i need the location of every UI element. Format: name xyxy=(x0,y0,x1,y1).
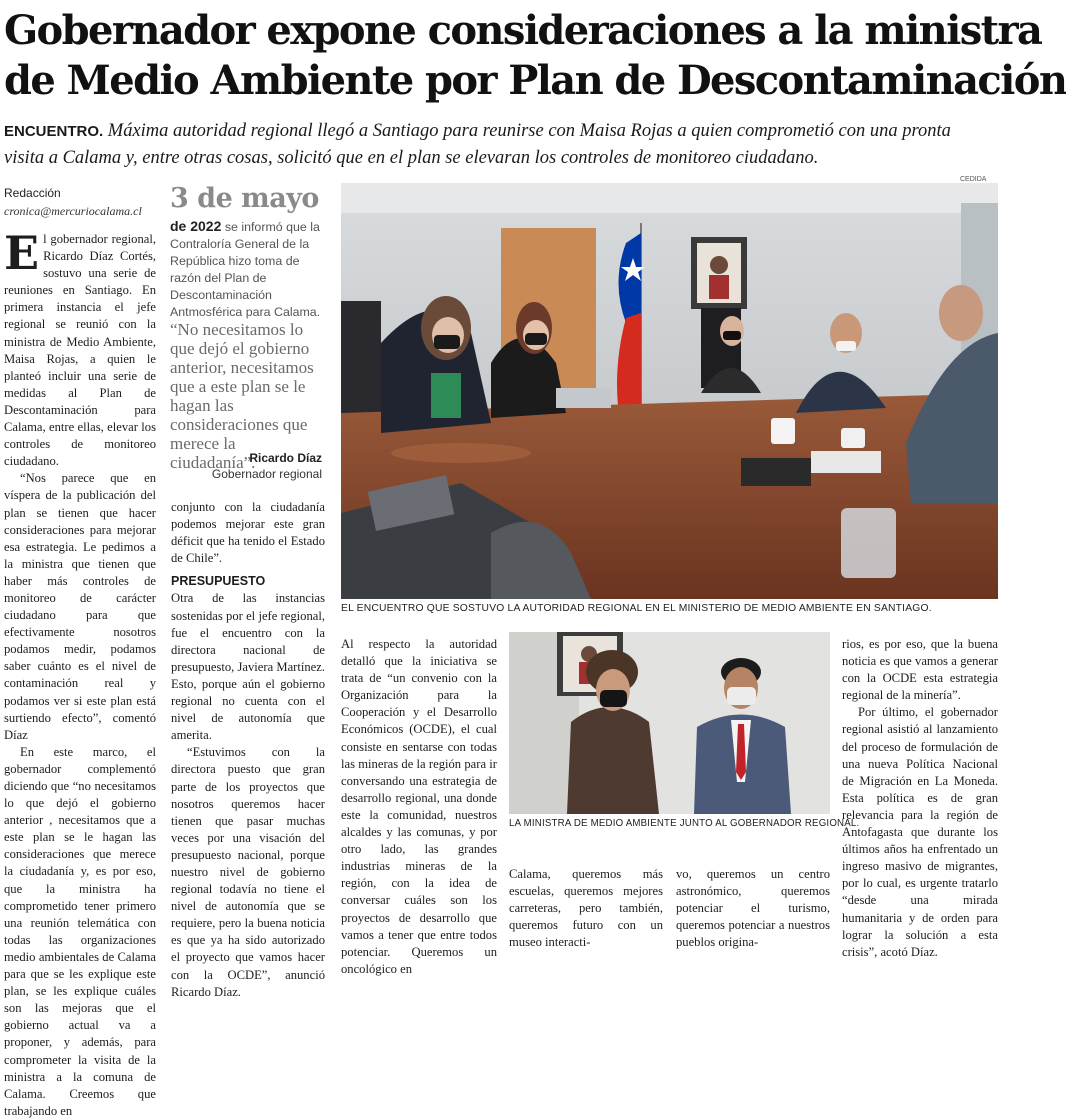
deck-text: Máxima autoridad regional llegó a Santiago para reunirse con Maisa Rojas a quien comprometió con una pronta visita a Calama y, entre otras cosas, solicitó que en el plan se elevaran los controles de monitoreo ciudadano. xyxy=(4,121,951,168)
col2-p1: conjunto con la ciudadanía podemos mejorar este gran déficit que ha tenido el Estado de Chile”. xyxy=(171,500,325,566)
column-3 xyxy=(341,636,497,978)
column-5 xyxy=(842,636,998,961)
column-4a xyxy=(509,866,663,951)
col1-p2: “Nos parece que en víspera de la publicación del plan se tienen que hacer consideraciones para mejorar esa estrategia. Le pedimos a la ministra que tienen que haber más controles de monitoreo de carácter ciudadano para que efectivamente nosotros podamos medir, podamos saber cuánto es el nivel de contaminación real y podamos ver si este plan está surtiendo efecto”, comentó Díaz xyxy=(4,471,156,742)
col5-p2: Por último, el gobernador regional asistió al lanzamiento del proceso de formulación de una nueva Política Nacional de Migración en La Moneda. Esta política es de gran relevancia para la región de Antofagasta que durante los últimos años ha enfrentado un ingreso masivo de migrantes, por lo cual, es urgente tratarlo “desde una mirada humanitaria y de orden para lograr la solución a esta crisis”, acotó Díaz. xyxy=(842,705,998,959)
headline-line-1: Gobernador expone consideraciones a la ministra xyxy=(4,7,1042,54)
col5-p1: rios, es por eso, que la buena noticia es que vamos a generar con la OCDE esta estrategia regional de la minería”. xyxy=(842,637,998,703)
main-photo xyxy=(341,183,998,599)
byline-email: cronica@mercuriocalama.cl xyxy=(4,204,142,218)
col3-p1: Al respecto la autoridad detalló que la iniciativa se trata de “un convenio con la Organización para la Cooperación y el Desarrollo Económicos (OCDE), el cual consiste en sentarse con todas las mineras de la región para ir conversando una estrategia de desarrollo regional, una donde este la comunidad, nuestros alcaldes y las comunas, y por otro lado, las grandes industrias mineras de la región, con la idea de conversar cuáles son los proyectos de desarrollo que vamos a tener que entre todos potenciar. Queremos un oncológico en xyxy=(341,637,497,976)
dropcap: E xyxy=(4,226,40,280)
deck-kicker: ENCUENTRO. xyxy=(4,123,104,140)
col1-p1: l gobernador regional, Ricardo Díaz Cortés, sostuvo una serie de reuniones en Santiago. En primera instancia el jefe regional se reunió con la ministra de Medio Ambiente, Maisa Rojas, a quien le planteó incluir una serie de medidas al Plan de Descontaminación para Calama, entre ellas, elevar los controles de monitoreo ciudadano. xyxy=(4,232,156,469)
main-photo-caption: EL ENCUENTRO QUE SOSTUVO LA AUTORIDAD REGIONAL EN EL MINISTERIO DE MEDIO AMBIENTE EN SANTIAGO. xyxy=(341,603,932,614)
quote-author: Ricardo Díaz xyxy=(249,451,322,465)
column-1 xyxy=(4,226,156,1120)
headline xyxy=(4,6,1066,106)
column-4b xyxy=(676,866,830,951)
bottom-a: Calama, queremos más escuelas, queremos mejores carreteras, pero también, queremos futuro con un museo interacti- xyxy=(509,867,663,950)
photo-credit: CEDIDA xyxy=(960,176,987,183)
col2-p3: “Estuvimos con la directora puesto que gran parte de los proyectos que nosotros queremos hacer tienen que pasar muchas veces por una visación del presupuesto nacional, porque nuestro nivel de gobierno regional todavía no tiene el nivel de autonomía que se requiere, pero la buena noticia es que ya ha sido autorizado el proyecto que vamos hacer con la OCDE”, anunció Ricardo Díaz. xyxy=(171,745,325,999)
second-photo-caption: LA MINISTRA DE MEDIO AMBIENTE JUNTO AL GOBERNADOR REGIONAL. xyxy=(509,818,860,829)
byline-author: Redacción xyxy=(4,186,61,200)
col1-p3: En este marco, el gobernador complementó diciendo que “no necesitamos lo que dejó el gobierno anterior , necesitamos que a este plan se le hagan las consideraciones que merece la ciudadanía y, es por eso, que la ministra ha comprometido tener primero una reunión telemática con todas las organizaciones medio ambientales de Calama para que se les explique este plan, se les explique cuáles son las mejoras que el gobierno actual va a proponer, y además, para comprometer la visita de la ministra a la comuna de Calama. Creemos que trabajando en xyxy=(4,744,156,1118)
col2-p2: Otra de las instancias sostenidas por el jefe regional, fue el encuentro con la directora nacional de presupuesto, Javiera Martínez. Esto, porque aún el gobierno regional no cuenta con el nivel de autonomía que amerita. xyxy=(171,591,325,743)
sidebar-year: de 2022 xyxy=(170,218,222,234)
headline-line-2: de Medio Ambiente por Plan de Descontaminación xyxy=(4,57,1066,104)
pull-quote: “No necesitamos lo que dejó el gobierno anterior, necesitamos que a este plan se le hagan las consideraciones que merece la ciudadanía”. xyxy=(170,320,314,472)
deck xyxy=(4,118,994,171)
bottom-b: vo, queremos un centro astronómico, queremos potenciar el turismo, queremos potenciar a nuestros pueblos origina- xyxy=(676,867,830,950)
sidebar-body: se informó que la Contraloría General de la República hizo toma de razón del Plan de Descontaminación Antmosférica para Calama. xyxy=(170,220,321,319)
meeting-room-photo xyxy=(341,183,998,599)
sidebar-date: 3 de mayo xyxy=(170,183,319,214)
section-subhead: PRESUPUESTO xyxy=(171,574,266,589)
minister-governor-photo xyxy=(509,632,830,814)
quote-role: Gobernador regional xyxy=(211,467,322,481)
second-photo xyxy=(509,632,830,814)
sidebar-text xyxy=(170,218,326,321)
column-2 xyxy=(171,499,325,1001)
